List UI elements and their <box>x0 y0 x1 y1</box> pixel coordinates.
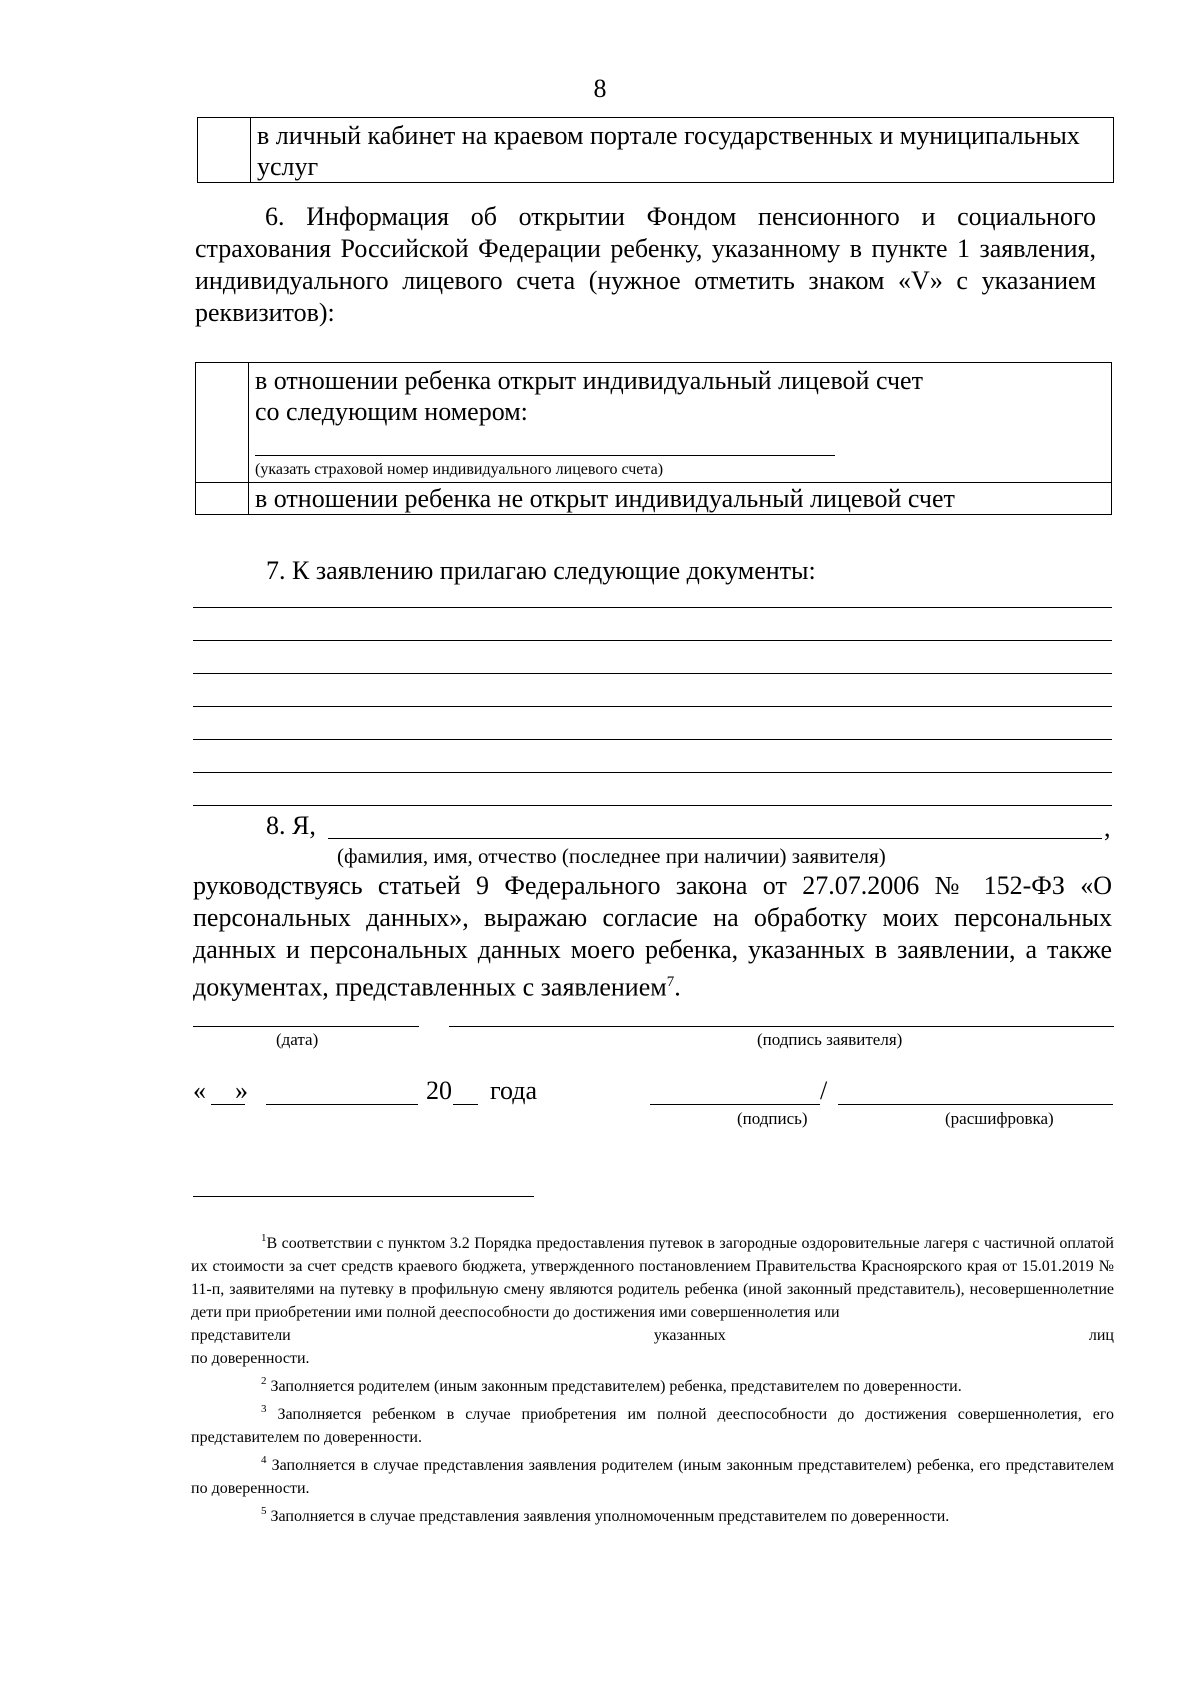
page-number: 8 <box>593 74 607 103</box>
footnote-2-text: Заполняется родителем (иным законным представителем) ребенка, представителем по доверенности. <box>270 1378 962 1395</box>
footnote-3-number: 3 <box>261 1403 267 1415</box>
account-opened-checkbox[interactable] <box>196 363 249 483</box>
documents-line-3[interactable] <box>193 673 1112 674</box>
applicant-name-line[interactable] <box>328 838 1102 839</box>
footnote-1-spread-line <box>191 1324 1114 1347</box>
section8-comma: , <box>1104 813 1111 842</box>
date-year-line[interactable] <box>453 1104 478 1105</box>
date-quote-open: « <box>193 1076 206 1105</box>
account-number-input-line[interactable] <box>255 455 835 456</box>
footnote-5-number: 5 <box>261 1505 267 1517</box>
date-quote-close: » <box>235 1076 248 1105</box>
applicant-signature-label: (подпись заявителя) <box>757 1030 903 1049</box>
documents-line-1[interactable] <box>193 607 1112 608</box>
footnote-2 <box>191 1370 1114 1398</box>
account-opened-line1: в отношении ребенка открыт индивидуальный лицевой счет <box>255 366 923 395</box>
consent-paragraph <box>193 870 1112 1004</box>
sign-label: (подпись) <box>737 1109 808 1128</box>
footnote-3-text: Заполняется ребенком в случае приобретения им полной дееспособности до достижения совершеннолетия, его представителем по доверенности. <box>191 1406 1114 1446</box>
documents-line-7[interactable] <box>193 805 1112 806</box>
date-year-suffix: года <box>490 1076 538 1105</box>
date-year-prefix: 20 <box>426 1076 452 1105</box>
footnote-1-word-2: указанных <box>653 1327 726 1344</box>
footnote-3 <box>191 1398 1114 1449</box>
applicant-name-hint: (фамилия, имя, отчество (последнее при наличии) заявителя) <box>337 844 886 868</box>
delivery-option-text: в личный кабинет на краевом портале государственных и муниципальных услуг <box>257 121 1080 181</box>
documents-line-4[interactable] <box>193 706 1112 707</box>
footnote-5-text: Заполняется в случае представления заявления уполномоченным представителем по доверенности. <box>270 1508 950 1525</box>
account-not-opened-checkbox[interactable] <box>196 483 249 515</box>
section7-heading: 7. К заявлению прилагаю следующие документы: <box>266 556 816 585</box>
footnote-1 <box>191 1227 1114 1324</box>
footnote-1-word-1: представители <box>191 1327 291 1344</box>
documents-line-5[interactable] <box>193 739 1112 740</box>
applicant-signature-line[interactable] <box>449 1026 1114 1027</box>
account-not-opened-text: в отношении ребенка не открыт индивидуальный лицевой счет <box>255 484 955 513</box>
delivery-option-checkbox[interactable] <box>198 118 251 183</box>
footnote-2-number: 2 <box>261 1375 267 1387</box>
section6-heading <box>195 201 1096 329</box>
footnote-4-number: 4 <box>261 1454 267 1466</box>
account-not-opened-cell <box>249 483 1112 515</box>
consent-text: руководствуясь статьей 9 Федерального закона от 27.07.2006 № 152-ФЗ «О персональных данных», выражаю согласие на обработку моих персональных данных и персональных данных моего ребенка, указанных в заявлении, а также документах, представленных с заявлением <box>193 871 1112 1002</box>
delivery-option-cell <box>251 118 1114 183</box>
documents-line-2[interactable] <box>193 640 1112 641</box>
date-month-line[interactable] <box>266 1104 418 1105</box>
footnote-separator <box>193 1196 534 1197</box>
account-number-hint: (указать страховой номер индивидуального лицевого счета) <box>255 461 664 478</box>
delivery-option-table <box>197 117 1114 183</box>
documents-line-6[interactable] <box>193 772 1112 773</box>
consent-footnote-ref: 7 <box>666 974 675 990</box>
decode-label: (расшифровка) <box>945 1109 1054 1128</box>
sign-slash: / <box>820 1076 828 1105</box>
account-opened-line2: со следующим номером: <box>255 397 528 426</box>
section8-prefix: 8. Я, <box>266 811 316 840</box>
footnote-4-text: Заполняется в случае представления заявления родителем (иным законным представителем) ребенка, его представителем по доверенности. <box>191 1457 1115 1497</box>
account-options-table <box>195 362 1112 515</box>
footnote-1-word-3: лиц <box>1088 1327 1114 1344</box>
footnote-1-number: 1 <box>261 1232 267 1244</box>
footnote-4 <box>191 1449 1114 1500</box>
footnote-1-text: В соответствии с пунктом 3.2 Порядка предоставления путевок в загородные оздоровительные лагеря с частичной оплатой их стоимости за счет средств краевого бюджета, утвержденного постановлением Правительства Красноярского края от 15.01.2019 № 11-п, заявителями на путевку в профильную смену являются родитель ребенка (иной законный представитель), несовершеннолетние дети при приобретении ими полной дееспособности до достижения ими совершеннолетия или <box>191 1235 1114 1321</box>
date-label: (дата) <box>276 1030 319 1049</box>
consent-end: . <box>674 972 681 1002</box>
sign-line[interactable] <box>650 1104 820 1105</box>
footnotes <box>191 1227 1114 1528</box>
footnote-5 <box>191 1500 1114 1528</box>
date-line[interactable] <box>193 1026 419 1027</box>
footnote-1-end: по доверенности. <box>191 1350 310 1367</box>
account-opened-cell <box>249 363 1112 483</box>
decode-line[interactable] <box>838 1104 1113 1105</box>
section6-heading-text: 6. Информация об открытии Фондом пенсионного и социального страхования Российской Федерации ребенку, указанному в пункте 1 заявления, индивидуального лицевого счета (нужное отметить знаком «V» с указанием реквизитов): <box>195 202 1096 327</box>
